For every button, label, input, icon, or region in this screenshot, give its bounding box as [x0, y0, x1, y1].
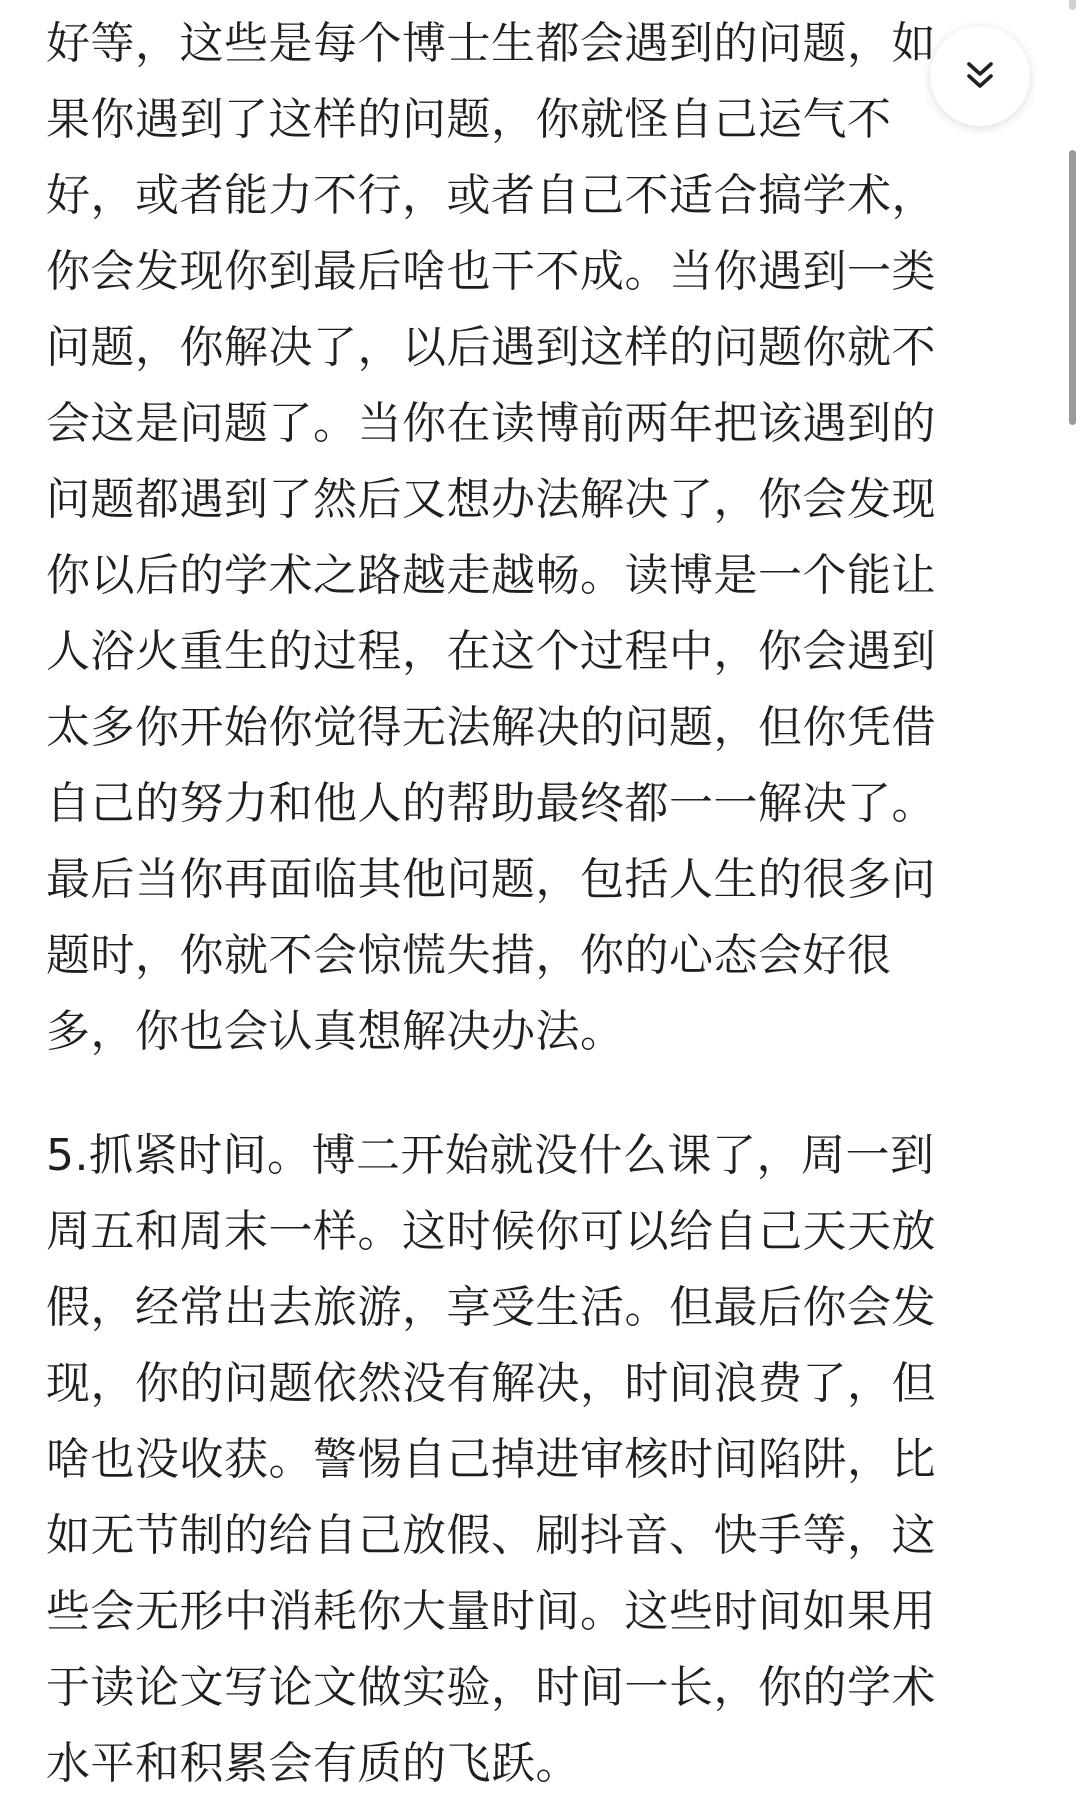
text-line: 问题都遇到了然后又想办法解决了，你会发现	[46, 474, 936, 525]
scrollbar-thumb[interactable]	[1069, 150, 1076, 425]
text-line: 水平和积累会有质的飞跃。	[46, 1738, 580, 1789]
text-line: 多，你也会认真想解决办法。	[46, 1006, 625, 1057]
double-chevron-down-icon	[963, 59, 997, 93]
text-line: 假，经常出去旅游，享受生活。但最后你会发	[46, 1282, 936, 1333]
text-line: 些会无形中消耗你大量时间。这些时间如果用	[46, 1586, 936, 1637]
text-line: 现，你的问题依然没有解决，时间浪费了，但	[46, 1358, 936, 1409]
text-line: 自己的努力和他人的帮助最终都一一解决了。	[46, 778, 936, 829]
text-line: 你会发现你到最后啥也干不成。当你遇到一类	[46, 246, 936, 297]
text-line: 啥也没收获。警惕自己掉进审核时间陷阱，比	[46, 1434, 936, 1485]
text-line: 周五和周末一样。这时候你可以给自己天天放	[46, 1206, 936, 1257]
text-line: 好等，这些是每个博士生都会遇到的问题，如	[46, 18, 936, 69]
scrollbar[interactable]	[1066, 0, 1080, 1806]
scrollbar-top-cap	[1069, 0, 1076, 10]
text-line: 于读论文写论文做实验，时间一长，你的学术	[46, 1662, 936, 1713]
collapse-button[interactable]	[930, 26, 1030, 126]
text-line: 会这是问题了。当你在读博前两年把该遇到的	[46, 398, 936, 449]
text-line: 好，或者能力不行，或者自己不适合搞学术，	[46, 170, 936, 221]
text-line: 人浴火重生的过程，在这个过程中，你会遇到	[46, 626, 936, 677]
text-line: 题时，你就不会惊慌失措，你的心态会好很	[46, 930, 892, 981]
text-line: 太多你开始你觉得无法解决的问题，但你凭借	[46, 702, 936, 753]
text-line: 问题，你解决了，以后遇到这样的问题你就不	[46, 322, 936, 373]
text-line: 果你遇到了这样的问题，你就怪自己运气不	[46, 94, 892, 145]
paragraph-section-4	[46, 6, 936, 1070]
text-line: 你以后的学术之路越走越畅。读博是一个能让	[46, 550, 936, 601]
text-line: 5.抓紧时间。博二开始就没什么课了，周一到	[46, 1130, 935, 1181]
text-line: 如无节制的给自己放假、刷抖音、快手等，这	[46, 1510, 936, 1561]
paragraph-section-5	[46, 1118, 936, 1802]
text-line: 最后当你再面临其他问题，包括人生的很多问	[46, 854, 936, 905]
